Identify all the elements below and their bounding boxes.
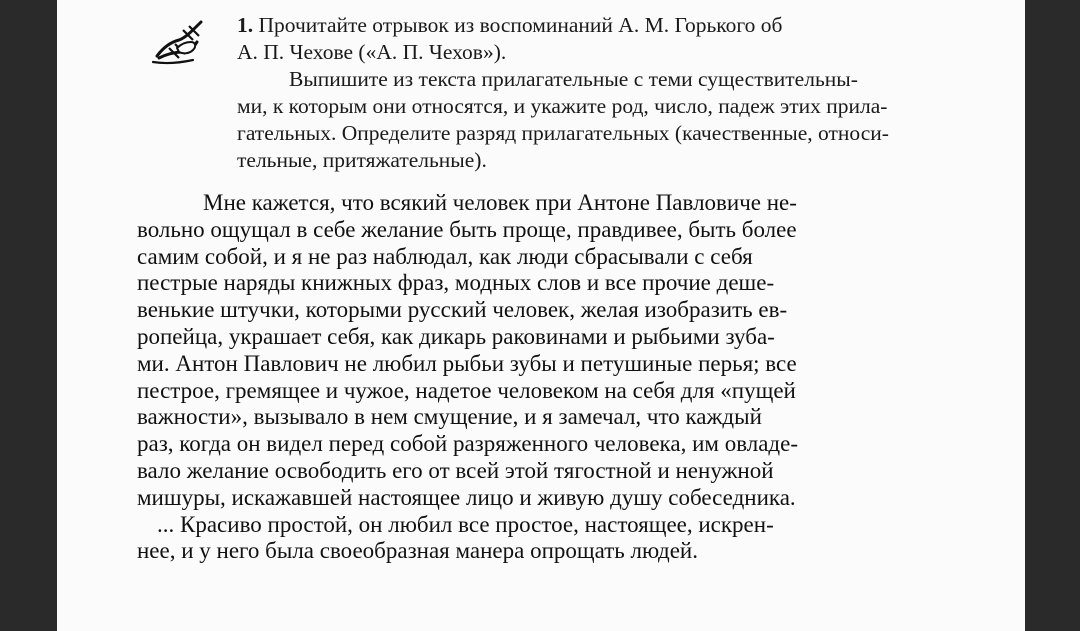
document-page <box>57 0 1025 631</box>
passage-line: ми. Антон Павлович не любил рыбьи зубы и петушиные перья; все <box>137 350 797 376</box>
passage-line: пестрые наряды книжных фраз, модных слов и все прочие деше- <box>137 270 775 296</box>
passage-line: пестрое, гремящее и чужое, надетое человеком на себя для «пущей <box>137 377 796 403</box>
task-heading-line-1 <box>237 12 1007 39</box>
passage-line: самим собой, и я не раз наблюдал, как люди сбрасывали с себя <box>137 243 753 269</box>
task-heading-line-2: А. П. Чехове («А. П. Чехов»). <box>237 40 507 64</box>
task-heading-text: Прочитайте отрывок из воспоминаний А. М. Горького об <box>258 13 783 37</box>
task-instruction-line-2: ми, к которым они относятся, и укажите род, число, падеж этих прила- <box>237 94 888 118</box>
passage-line: мишуры, искажавшей настоящее лицо и живую душу собеседника. <box>137 484 796 510</box>
passage-line: важности», вызывало в нем смущение, и я замечал, что каждый <box>137 404 762 430</box>
task-number: 1. <box>237 13 254 37</box>
task-block <box>237 12 1007 174</box>
passage-line: вольно ощущал в себе желание быть проще, правдивее, быть более <box>137 216 797 242</box>
task-instruction-line-3: гательных. Определите разряд прилагательных (качественные, относи- <box>237 121 889 145</box>
task-instruction-line-4: тельные, притяжательные). <box>237 148 487 172</box>
passage-line: нее, и у него была своеобразная манера опрощать людей. <box>137 538 698 564</box>
passage-line: венькие штучки, которыми русский человек, желая изобразить ев- <box>137 297 788 323</box>
passage-line: вало желание освободить его от всей этой тягостной и ненужной <box>137 457 774 483</box>
passage-line: ... Красиво простой, он любил все простое, настоящее, искрен- <box>157 511 774 537</box>
passage-line: раз, когда он видел перед собой разряженного человека, им овладе- <box>137 431 799 457</box>
passage-line: Мне кажется, что всякий человек при Антоне Павловиче не- <box>203 190 797 215</box>
task-instruction-line-1: Выпишите из текста прилагательные с теми существительны- <box>289 67 858 91</box>
gorky-passage <box>137 190 1007 565</box>
passage-line: ропейца, украшает себя, как дикарь раковинами и рыбьими зуба- <box>137 323 775 349</box>
pen-writing-icon <box>149 18 209 66</box>
